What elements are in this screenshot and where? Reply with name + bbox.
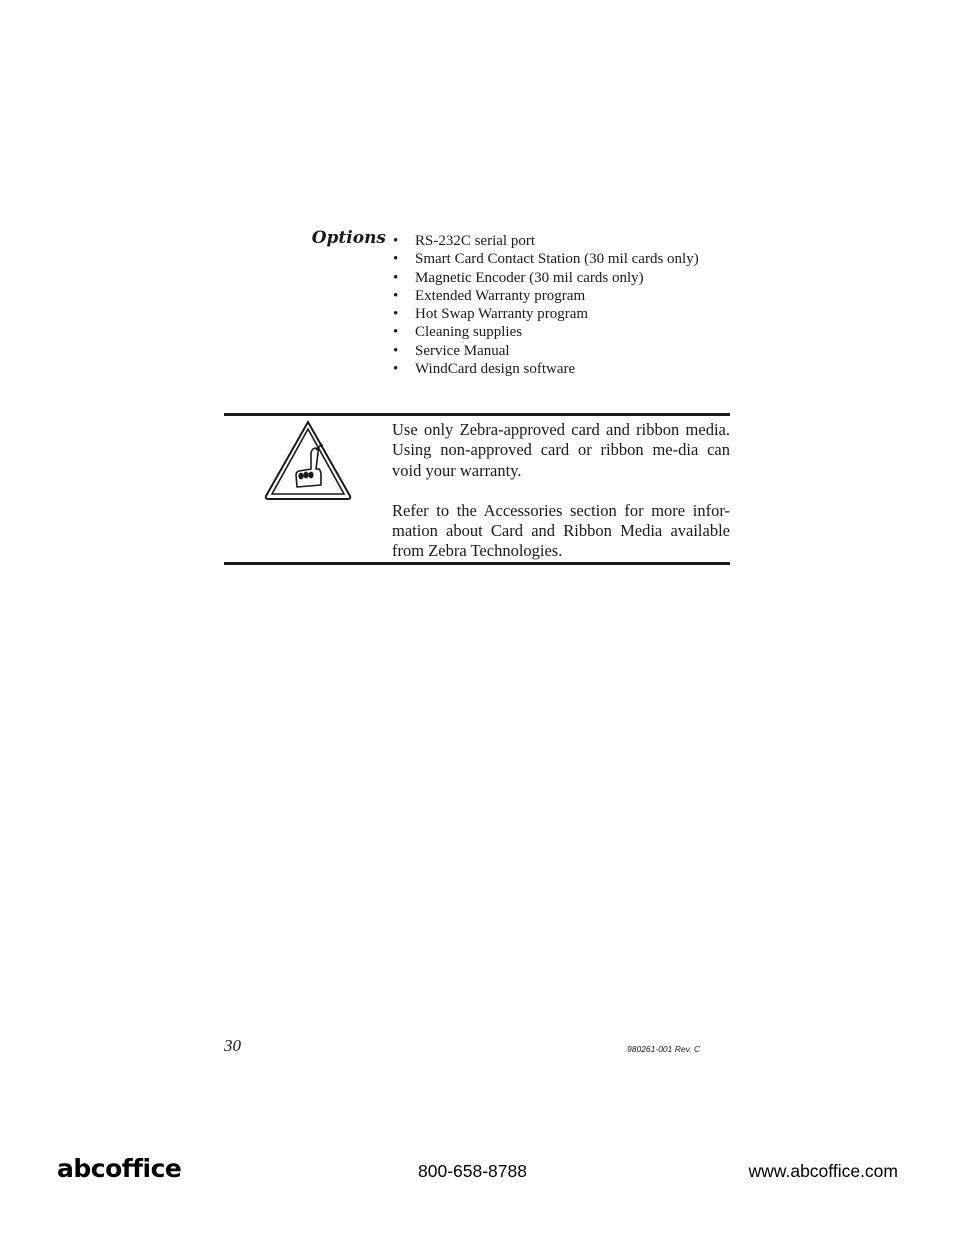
page-number: 30 — [224, 1036, 241, 1055]
caution-note — [392, 420, 730, 562]
footer-phone: 800-658-8788 — [418, 1161, 527, 1181]
list-item: • Magnetic Encoder (30 mil cards only) — [392, 269, 699, 287]
document-number: 980261-001 Rev. C — [627, 1044, 701, 1054]
options-list — [392, 232, 699, 378]
footer-url[interactable]: www.abcoffice.com — [748, 1161, 898, 1181]
list-item: • WindCard design software — [392, 360, 699, 378]
list-item: • RS-232C serial port — [392, 232, 699, 250]
list-item: • Smart Card Contact Station (30 mil cards only) — [392, 250, 699, 268]
list-item: • Service Manual — [392, 342, 699, 360]
footer-logo: abcoffice — [57, 1154, 182, 1183]
options-heading: Options — [311, 228, 386, 248]
caution-hand-icon — [263, 419, 353, 501]
note-bottom-rule — [224, 562, 730, 565]
note-paragraph: Refer to the Accessories section for more infor-mation about Card and Ribbon Media available from Zebra Technologies. — [392, 500, 730, 561]
note-top-rule — [224, 413, 730, 416]
list-item: • Extended Warranty program — [392, 287, 699, 305]
list-item: • Cleaning supplies — [392, 323, 699, 341]
note-paragraph: Use only Zebra-approved card and ribbon media. Using non-approved card or ribbon me-dia can void your warranty. — [392, 420, 730, 480]
list-item: • Hot Swap Warranty program — [392, 305, 699, 323]
